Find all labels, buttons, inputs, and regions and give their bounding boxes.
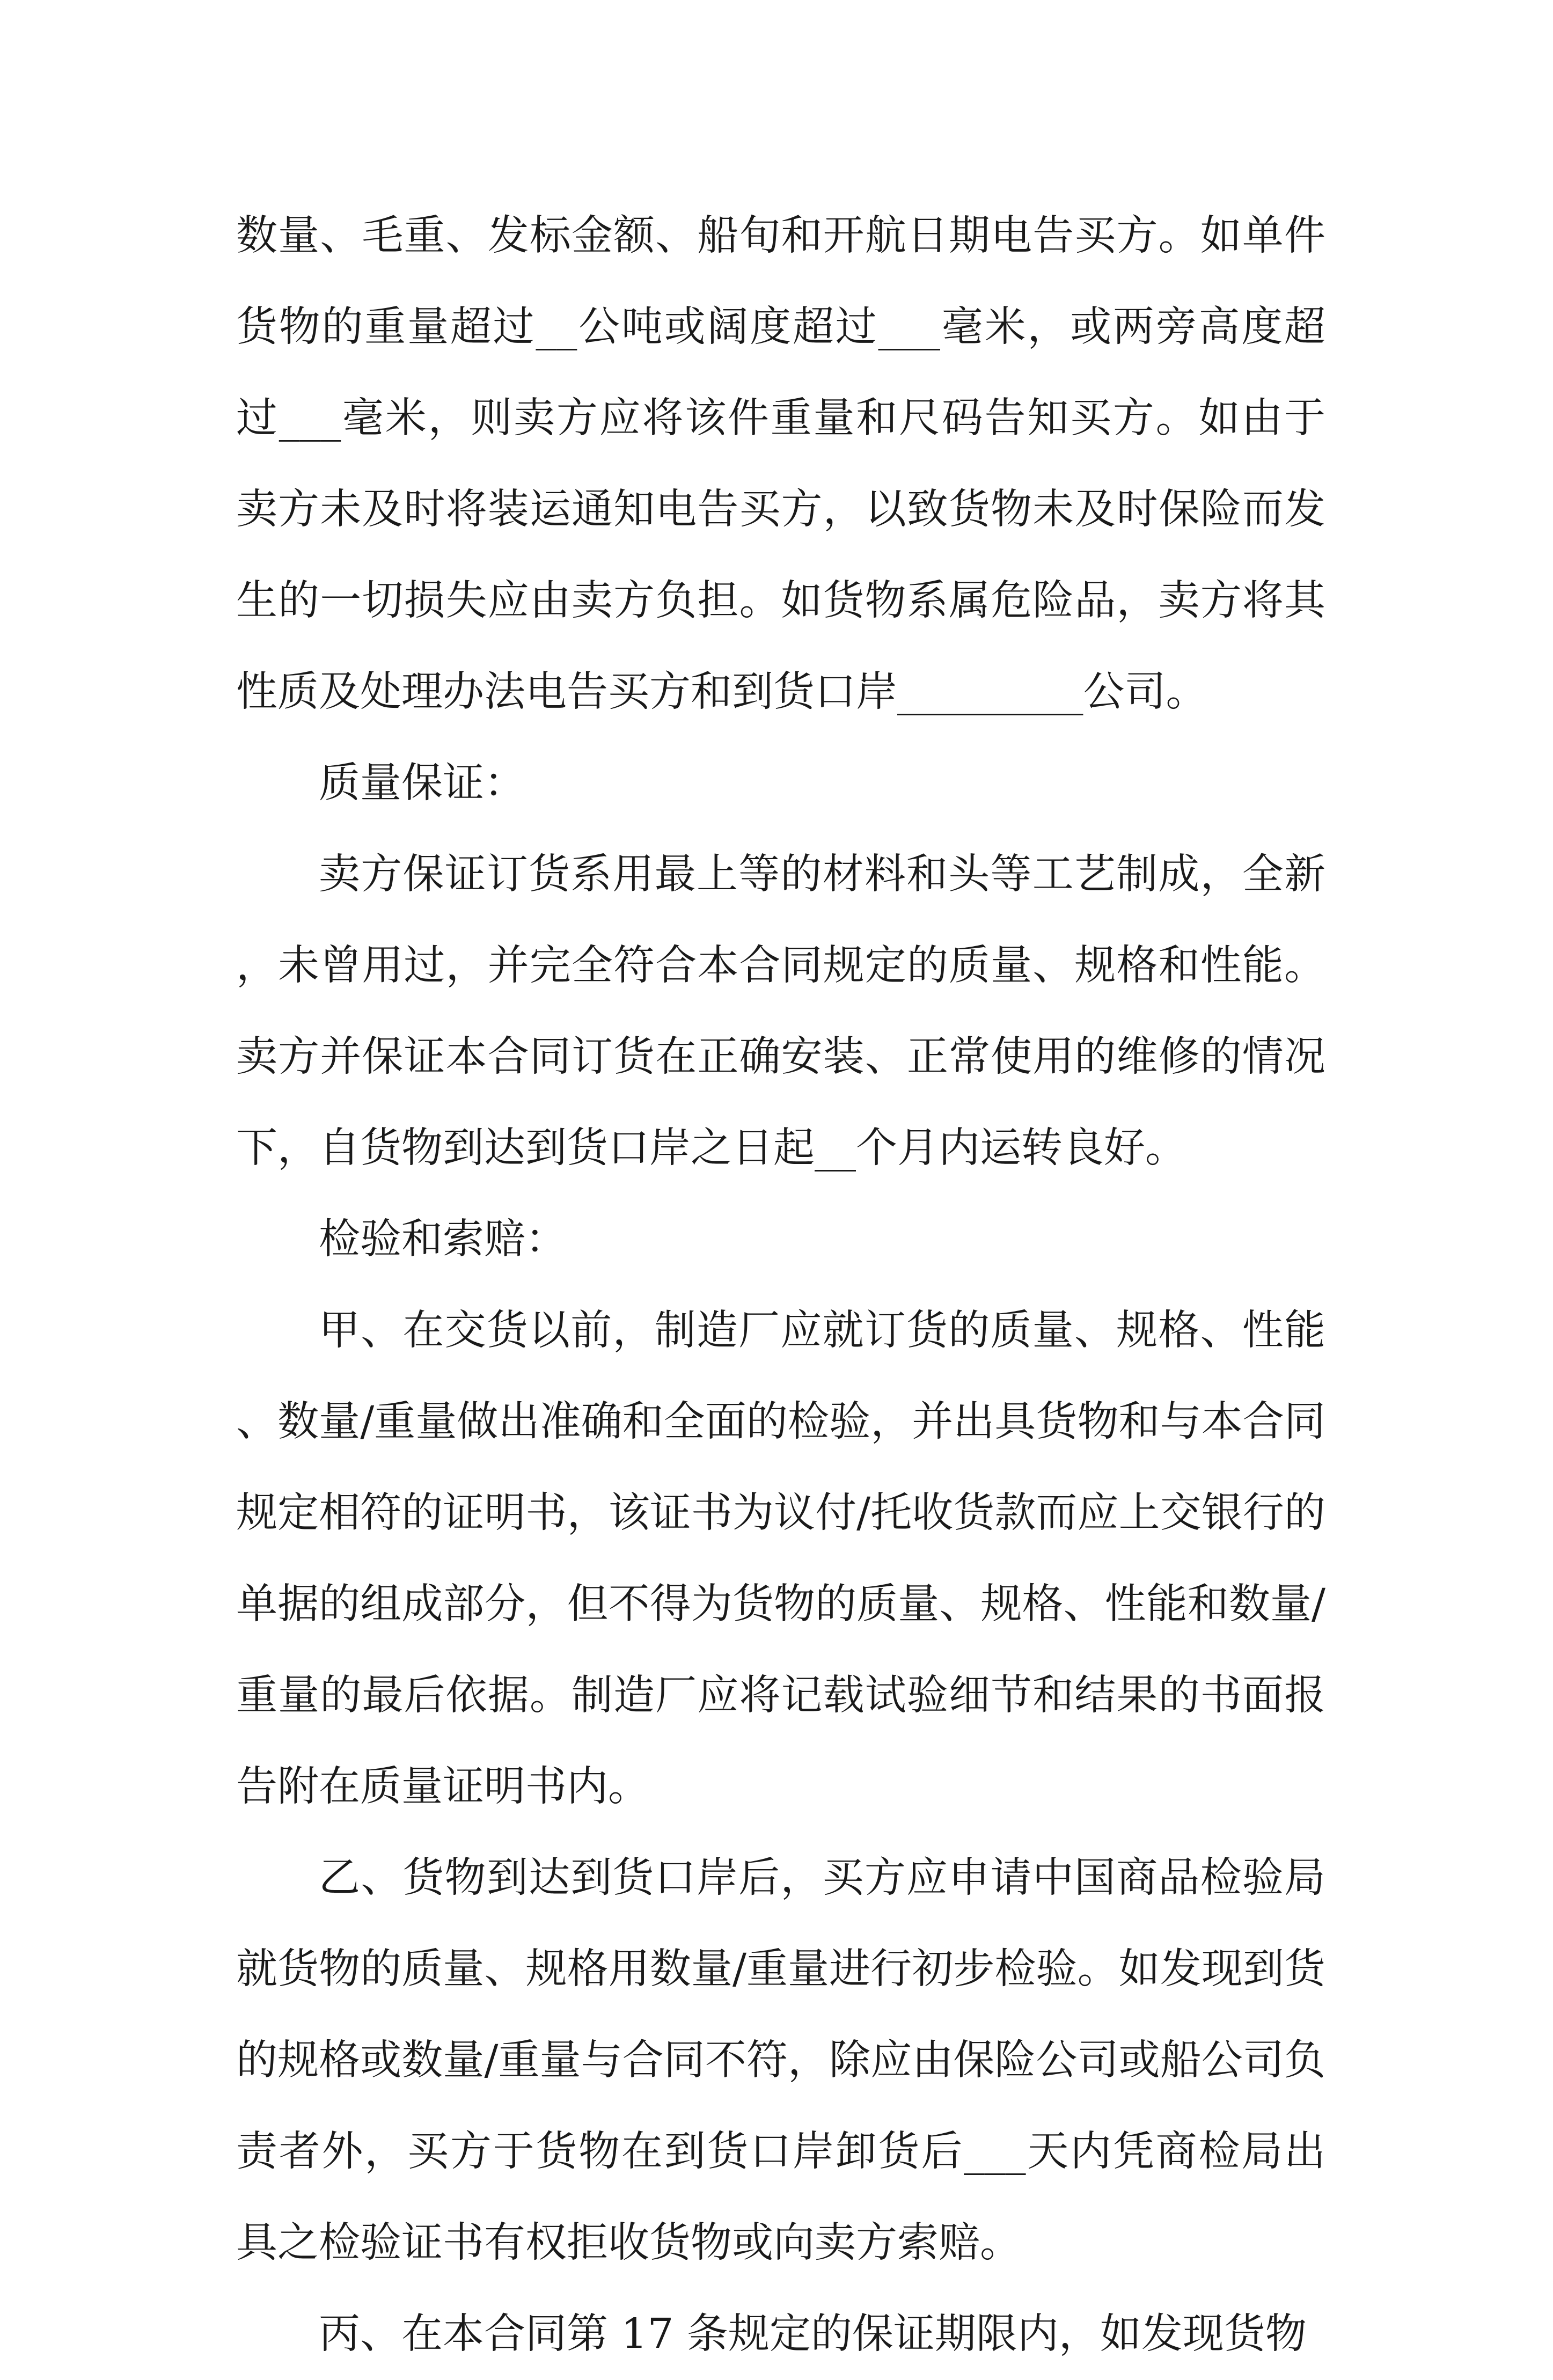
heading-quality-guarantee: 质量保证：	[319, 759, 525, 807]
paragraph-inspection-b: 乙、货物到达到货口岸后，买方应申请中国商品检验局就货物的质量、规格用数量/重量进行初步检验。如发现到货的规格或数量/重量与合同不符，除应由保险公司或船公司负责者外，买方于货物在到货口岸卸货后___天内凭商检局出具之检验证书有权拒收货物或向卖方索赔。	[236, 1854, 1325, 2267]
paragraph-quality-guarantee: 卖方保证订货系用最上等的材料和头等工艺制成，全新，未曾用过，并完全符合本合同规定的质量、规格和性能。卖方并保证本合同订货在正确安装、正常使用的维修的情况下，自货物到达到货口岸之日起__个月内运转良好。	[236, 851, 1325, 1172]
paragraph-inspection-c: 丙、在本合同第 17 条规定的保证期限内，如发现货物	[319, 2310, 1307, 2358]
heading-inspection-claims: 检验和索赔：	[319, 1215, 567, 1263]
document-body	[236, 191, 1325, 2380]
paragraph-inspection-a: 甲、在交货以前，制造厂应就订货的质量、规格、性能、数量/重量做出准确和全面的检验，并出具货物和与本合同规定相符的证明书，该证书为议付/托收货款而应上交银行的单据的组成部分，但不得为货物的质量、规格、性能和数量/重量的最后依据。制造厂应将记载试验细节和结果的书面报告附在质量证明书内。	[236, 1307, 1325, 1811]
paragraph-shipping-notice: 数量、毛重、发标金额、船旬和开航日期电告买方。如单件货物的重量超过__公吨或阔度超过___毫米，或两旁高度超过___毫米，则卖方应将该件重量和尺码告知买方。如由于卖方未及时将装运通知电告买方，以致货物未及时保险而发生的一切损失应由卖方负担。如货物系属危险品，卖方将其性质及处理办法电告买方和到货口岸_________公司。	[236, 212, 1325, 716]
